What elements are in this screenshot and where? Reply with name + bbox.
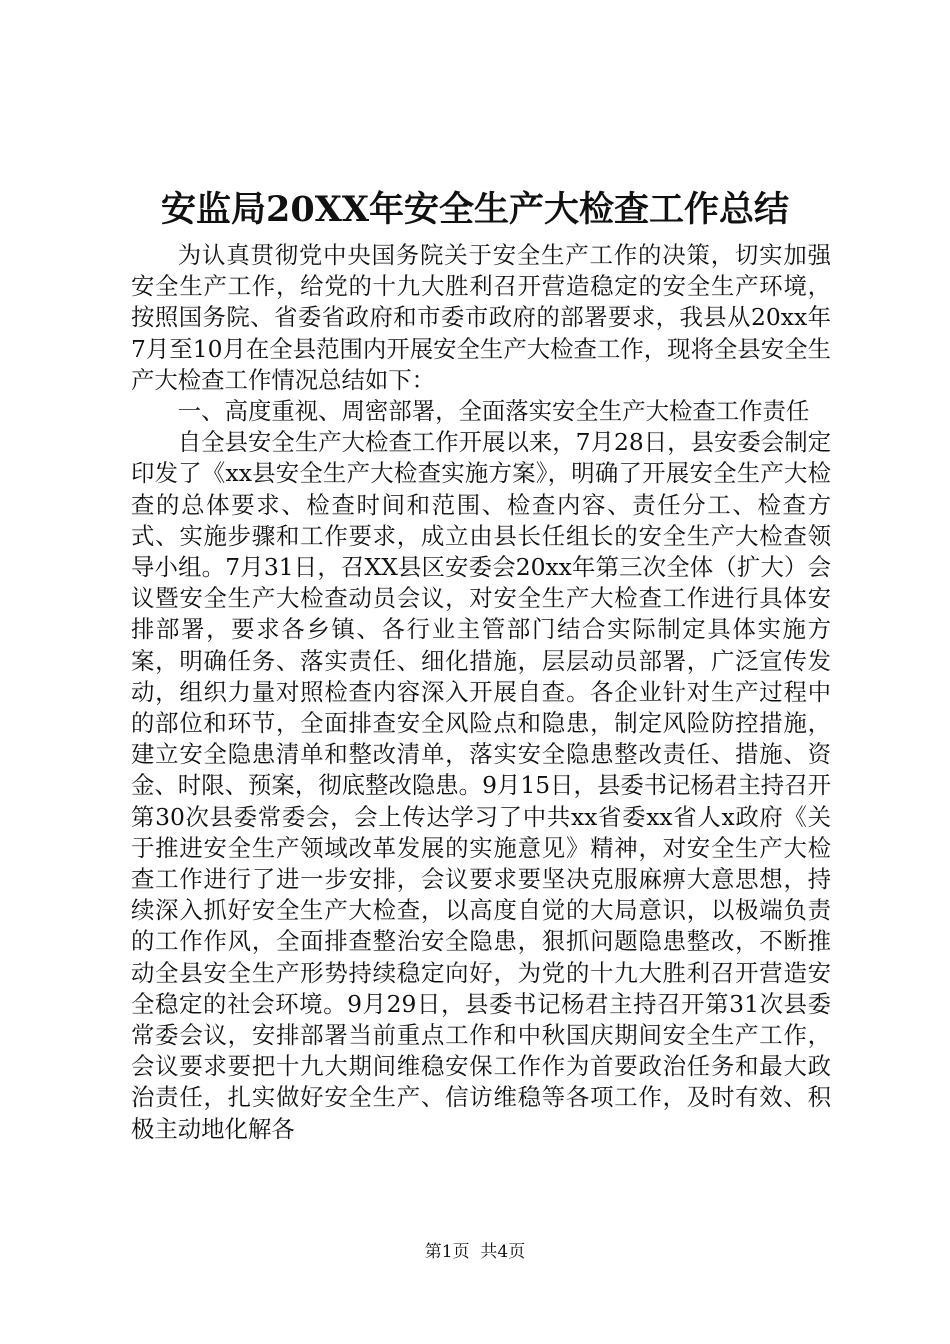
- page-total: 共4页: [480, 1242, 526, 1262]
- document-title: 安监局20XX年安全生产大检查工作总结: [160, 189, 790, 230]
- section-heading-1: 一、高度重视、周密部署，全面落实安全生产大检查工作责任: [177, 397, 810, 426]
- document-body: [131, 240, 831, 1145]
- page-footer: [0, 1240, 950, 1264]
- page-number: 第1页: [424, 1242, 470, 1262]
- paragraph-section-1: 自全县安全生产大检查工作开展以来，7月28日，县安委会制定印发了《xx县安全生产大检查实施方案》，明确了开展安全生产大检查的总体要求、检查时间和范围、检查内容、责任分工、检查方式、实施步骤和工作要求，成立由县长任组长的安全生产大检查领导小组。7月31日，召XX县区安委会20xx年第三次全体（扩大）会议暨安全生产大检查动员会议，对安全生产大检查工作进行具体安排部署，要求各乡镇、各行业主管部门结合实际制定具体实施方案，明确任务、落实责任、细化措施，层层动员部署，广泛宣传发动，组织力量对照检查内容深入开展自查。各企业针对生产过程中的部位和环节，全面排查安全风险点和隐患，制定风险防控措施，建立安全隐患清单和整改清单，落实安全隐患整改责任、措施、资金、时限、预案，彻底整改隐患。9月15日，县委书记杨君主持召开第30次县委常委会，会上传达学习了中共xx省委xx省人x政府《关于推进安全生产领域改革发展的实施意见》精神，对安全生产大检查工作进行了进一步安排，会议要求要坚决克服麻痹大意思想，持续深入抓好安全生产大检查，以高度自觉的大局意识，以极端负责的工作作风，全面排查整治安全隐患，狠抓问题隐患整改，不断推动全县安全生产形势持续稳定向好，为党的十九大胜利召开营造安全稳定的社会环境。9月29日，县委书记杨君主持召开第31次县委常委会议，安排部署当前重点工作和中秋国庆期间安全生产工作，会议要求要把十九大期间维稳安保工作作为首要政治任务和最大政治责任，扎实做好安全生产、信访维稳等各项工作，及时有效、积极主动地化解各: [131, 428, 831, 1143]
- paragraph-intro: 为认真贯彻党中央国务院关于安全生产工作的决策，切实加强安全生产工作，给党的十九大胜利召开营造稳定的安全生产环境，按照国务院、省委省政府和市委市政府的部署要求，我县从20xx年7月至10月在全县范围内开展安全生产大检查工作，现将全县安全生产大检查工作情况总结如下：: [131, 241, 831, 394]
